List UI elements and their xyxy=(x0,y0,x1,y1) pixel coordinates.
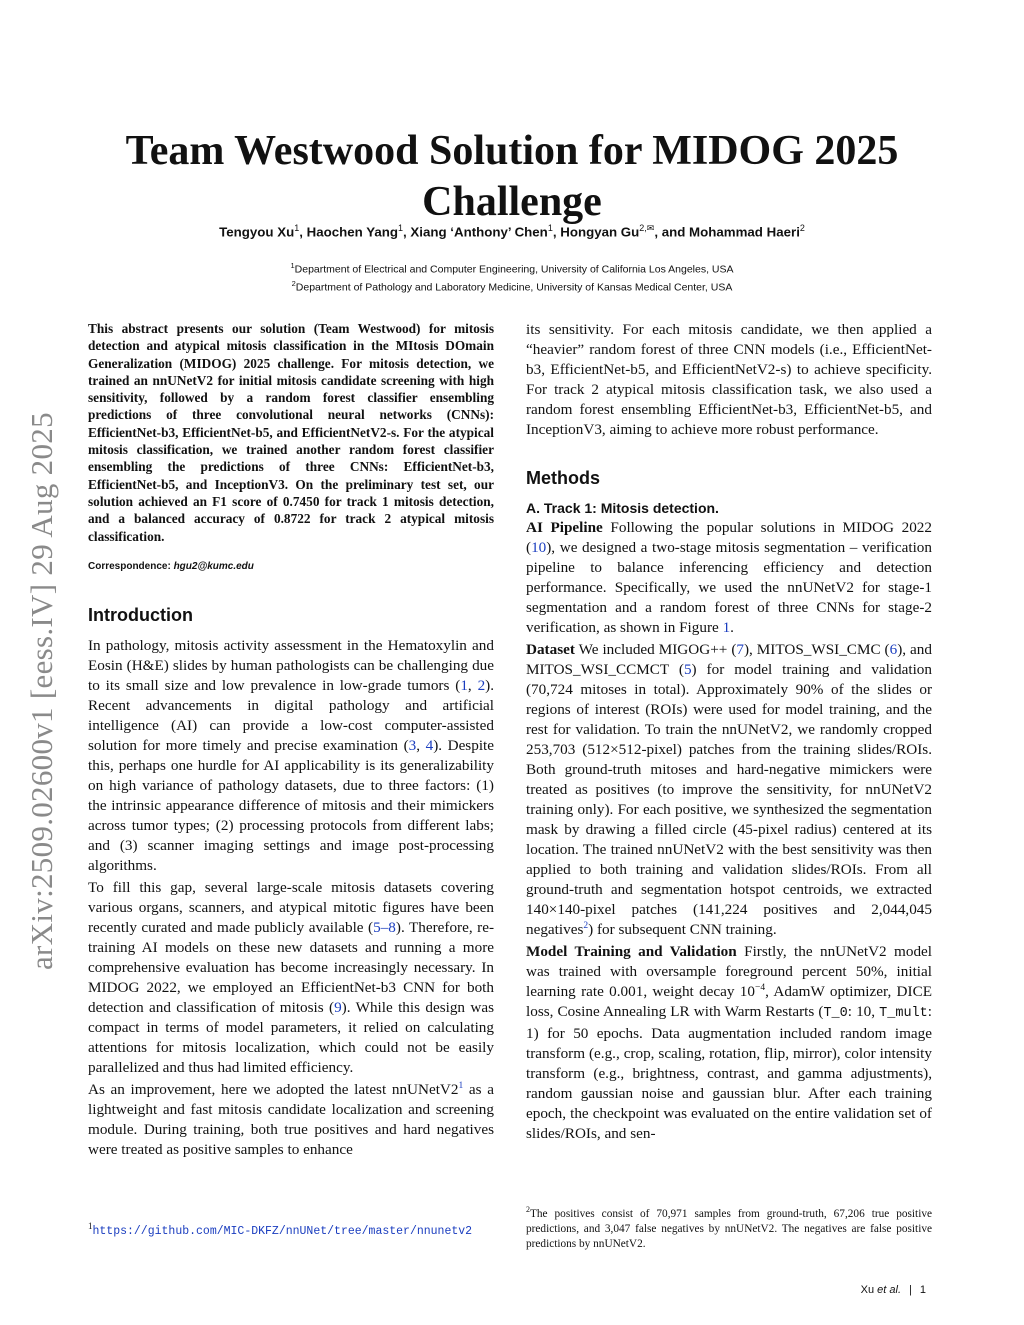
paper-title: Team Westwood Solution for MIDOG 2025 Challenge xyxy=(125,128,899,226)
footnote-mark[interactable]: 2 xyxy=(583,920,589,931)
footer-author: Xu xyxy=(860,1284,875,1296)
left-column xyxy=(88,320,494,1162)
author-separator: , xyxy=(403,224,411,240)
author-list xyxy=(90,218,934,242)
abstract: This abstract presents our solution (Team Westwood) for mitosis detection and atypical mitosis classification in the MItosis DOmain Generalization (MIDOG) 2025 challenge. For mitosis detection, we trained an nnUNetV2 for initial mitosis candidate screening with high sensitivity, followed by a random forest classifier ensembling predictions of three convolutional neural networks (CNNs): EfficientNet-b3, EfficientNet-b5, and EfficientNetV2-s. For the atypical mitosis classification, we trained another random forest classifier ensembling the predictions of three CNNs: EfficientNet-b3, EfficientNet-b5, and InceptionV3. On the preliminary test set, our solution achieved an F1 score of 0.7450 for track 1 mitosis detection, and a balanced accuracy of 0.8722 for track 2 atypical mitosis classification. xyxy=(88,321,494,544)
page-footer xyxy=(700,1284,926,1296)
footnote-2 xyxy=(526,1202,932,1252)
intro-continued-paragraph: its sensitivity. For each mitosis candidate, we then applied a “heavier” random forest of three CNN models (i.e., EfficientNet-b3, EfficientNet-b5, and EfficientNetV2-s) to achieve specificity. For track 2 atypical mitosis classification task, we also used a random forest ensembling EfficientNet-b3, EfficientNet-b5, and InceptionV3, aiming to achieve more robust performance. xyxy=(526,321,932,438)
dataset-paragraph: Dataset We included MIGOG++ (7), MITOS_WSI_CMC (6), and MITOS_WSI_CCMCT (5) for model training and validation (70,724 mitoses in total). Approximately 90% of the slides or regions of interest (ROIs) were used for model training, and the rest for validation. To train the nnUNetV2, we randomly cropped 253,703 (512×512-pixel) patches from the training slides/ROIs. Both ground-truth mitoses and hard-negative mimickers were treated as positives (to improve the sensitivity, for nnUNetV2 training only). For each positive, we synthesized the segmentation mask by drawing a filled circle (45-pixel radius) centered at its location. The trained nnUNetV2 with the best sensitivity was then applied to both training and validation slides/ROIs. From all ground-truth and segmentation hotspot centroids, we extracted 140×140-pixel patches (141,224 positives and 2,044,045 negatives$^2$) for subsequent CNN training. xyxy=(526,641,932,938)
arxiv-identifier: arXiv:2509.02600v1 [eess.IV] 29 Aug 2025 xyxy=(24,412,59,970)
citation-link[interactable]: 1 xyxy=(460,676,468,694)
author-affil-mark: 1 xyxy=(398,223,404,233)
footnote-number: 1 xyxy=(88,1221,93,1231)
correspondence-email[interactable]: hgu2@kumc.edu xyxy=(173,560,254,572)
footnote-url-link[interactable]: https://github.com/MIC-DKFZ/nnUNet/tree/master/nnunetv2 xyxy=(92,1224,473,1238)
footnote-text: The positives consist of 70,971 samples from ground-truth, 67,206 true positive predictions, and 3,047 false negatives by nnUNetV2. The negatives are false positive predictions by nnUNetV2. xyxy=(526,1207,932,1250)
author-separator: , xyxy=(299,224,307,240)
affiliation-text: Department of Pathology and Laboratory Medicine, University of Kansas Medical Center, USA xyxy=(295,281,733,293)
correspondence-label: Correspondence: xyxy=(88,560,171,572)
track1-subheading: A. Track 1: Mitosis detection. xyxy=(526,500,719,516)
citation-link[interactable]: 10 xyxy=(531,539,547,556)
author-affil-mark: 2,✉ xyxy=(639,223,655,233)
author-affil-mark: 1 xyxy=(547,223,553,233)
citation-link[interactable]: 5 xyxy=(683,661,692,678)
footer-etal: et al. xyxy=(877,1284,902,1296)
author: Hongyan Gu xyxy=(560,224,640,240)
citation-link[interactable]: 9 xyxy=(334,998,342,1016)
right-column xyxy=(526,320,932,1146)
author: Mohammad Haeri xyxy=(689,224,800,240)
author-affil-mark: 1 xyxy=(294,223,300,233)
ai-pipeline-paragraph: AI Pipeline Following the popular solutions in MIDOG 2022 (10), we designed a two-stage mitosis segmentation – verification pipeline to balance inferencing efficiency and detection performance. Specifically, we used the nnUNetV2 for stage-1 segmentation and a random forest of three CNNs for stage-2 verification, as shown in Figure 1. xyxy=(526,519,932,636)
correspondence xyxy=(88,561,494,572)
affiliations xyxy=(90,259,934,294)
intro-paragraph-3: As an improvement, here we adopted the latest nnUNetV2$^1$ as a lightweight and fast mitosis candidate localization and screening module. During training, both true positives and hard negatives were treated as positive samples to enhance xyxy=(88,1080,494,1158)
paragraph-lead: Model Training and Validation xyxy=(526,943,737,960)
author-separator: , and xyxy=(654,224,690,240)
affiliation-mark: 2 xyxy=(291,278,296,288)
citation-link[interactable]: 4 xyxy=(425,736,434,754)
exponent: −4 xyxy=(754,982,766,993)
citation-link[interactable]: 6 xyxy=(889,641,898,658)
author-separator: , xyxy=(552,224,561,240)
affiliation-mark: 1 xyxy=(290,261,295,270)
paragraph-lead: Dataset xyxy=(526,641,575,658)
author: Haochen Yang xyxy=(306,224,398,240)
citation-link[interactable]: 7 xyxy=(736,641,744,658)
code-param: T_mult xyxy=(879,1006,928,1021)
affiliation-text: Department of Electrical and Computer Engineering, University of California Los Angeles, USA xyxy=(294,263,734,276)
page-number: 1 xyxy=(919,1284,926,1296)
citation-link[interactable]: 3 xyxy=(408,736,417,754)
code-param: T_0 xyxy=(823,1006,848,1021)
footnote-1 xyxy=(88,1218,494,1240)
training-paragraph: Model Training and Validation Firstly, the nnUNetV2 model was trained with oversample foreground percent 50%, initial learning rate 0.001, weight decay 10$^{-4}$, AdamW optimizer, DICE loss, Cosine Annealing LR with Warm Restarts (T_0: 10, T_mult: 1) for 50 epochs. Data augmentation included random image transform (e.g., crop, scaling, rotation, flip, mirror), color intensity transform (e.g., brightness, contrast, and gamma adjustments), random gaussian noise and gaussian blur. After each training epoch, the checkpoint was evaluated on the entire validation set of slides/ROIs, and sen- xyxy=(526,943,933,1142)
citation-link[interactable]: 2 xyxy=(477,676,486,694)
author-affil-mark: 2 xyxy=(799,223,805,233)
footnote-mark[interactable]: 1 xyxy=(458,1080,464,1091)
footer-separator: | xyxy=(909,1284,912,1296)
author: Tengyou Xu xyxy=(219,224,295,240)
footnote-number: 2 xyxy=(526,1205,530,1214)
affiliation xyxy=(90,277,934,295)
intro-paragraph-2: To fill this gap, several large-scale mitosis datasets covering various organs, scanners, and atypical mitotic figures have been recently curated and made publicly available (5–8). Therefore, re-training AI models on these new datasets and running a more comprehensive evaluation has become increasingly necessary. In MIDOG 2022, we employed an EfficientNet-b3 CNN for both detection and classification of mitosis (9). While this design was compact in terms of model parameters, it relied on calculating attentions for mitosis localization, which could not be easily parallelized and thus had limited efficiency. xyxy=(88,878,494,1076)
introduction-heading: Introduction xyxy=(88,604,193,625)
methods-heading: Methods xyxy=(526,468,600,488)
paragraph-lead: AI Pipeline xyxy=(526,519,603,536)
affiliation xyxy=(90,259,934,277)
intro-paragraph-1: In pathology, mitosis activity assessment in the Hematoxylin and Eosin (H&E) slides by human pathologists can be challenging due to its small size and low prevalence in low-grade tumors (1, 2). Recent advancements in digital pathology and artificial intelligence (AI) can provide a low-cost computer-assisted solution for more timely and precise examination (3, 4). Despite this, perhaps one hurdle for AI applicability is its generalizability on high variance of pathology datasets, due to three factors: (1) the intrinsic appearance difference of mitosis and their mimickers across tumor types; (2) processing protocols from different labs; and (3) scanner imaging settings and image post-processing algorithms. xyxy=(88,636,495,874)
citation-link[interactable]: 5–8 xyxy=(373,918,396,936)
figure-link[interactable]: 1 xyxy=(722,619,731,636)
author: Xiang ‘Anthony’ Chen xyxy=(410,224,548,240)
